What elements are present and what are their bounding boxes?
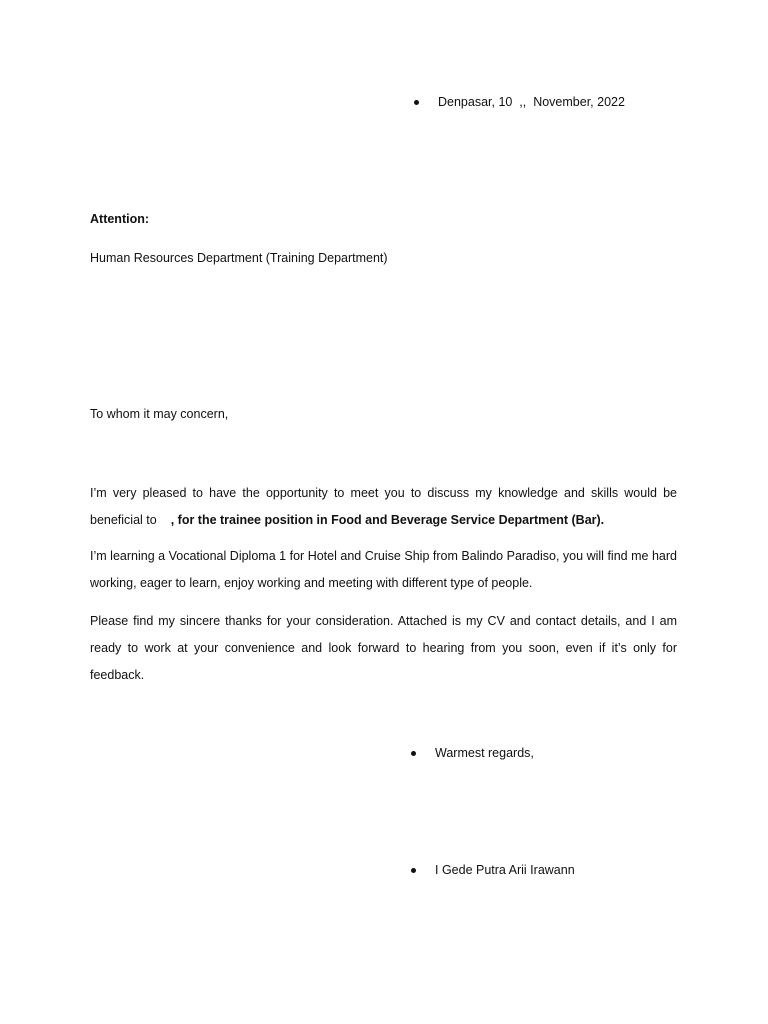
paragraph-intro-text: I’m very pleased to have the opportunity to meet you to discuss my knowledge and skills would be beneficial to — [90, 486, 677, 527]
salutation: To whom it may concern, — [90, 407, 229, 421]
paragraph-education: I’m learning a Vocational Diploma 1 for Hotel and Cruise Ship from Balindo Paradiso, you will find me hard working, eager to learn, enjoy working and meeting with different type of people. — [90, 549, 677, 590]
bullet-icon — [411, 751, 416, 756]
attention-label: Attention: — [90, 212, 150, 226]
date-line — [414, 94, 625, 110]
paragraph-thanks: Please find my sincere thanks for your consideration. Attached is my CV and contact details, and I am ready to work at your convenience and look forward to hearing from you soon, even if it’s only for feedback. — [90, 614, 677, 682]
recipient-department: Human Resources Department (Training Department) — [90, 251, 388, 265]
closing-line — [411, 745, 534, 761]
date-text: Denpasar, 10 ,, November, 2022 — [438, 95, 625, 109]
signature-name: I Gede Putra Arii Irawann — [435, 863, 575, 877]
paragraph-intro-comma: , for the trainee position in — [170, 513, 328, 527]
department-name: Food and Beverage Service Department (Bar). — [327, 513, 605, 527]
bullet-icon — [411, 868, 416, 873]
closing-text: Warmest regards, — [435, 746, 534, 760]
paragraph-intro — [90, 480, 677, 534]
signature-line — [411, 862, 575, 878]
bullet-icon — [414, 100, 419, 105]
